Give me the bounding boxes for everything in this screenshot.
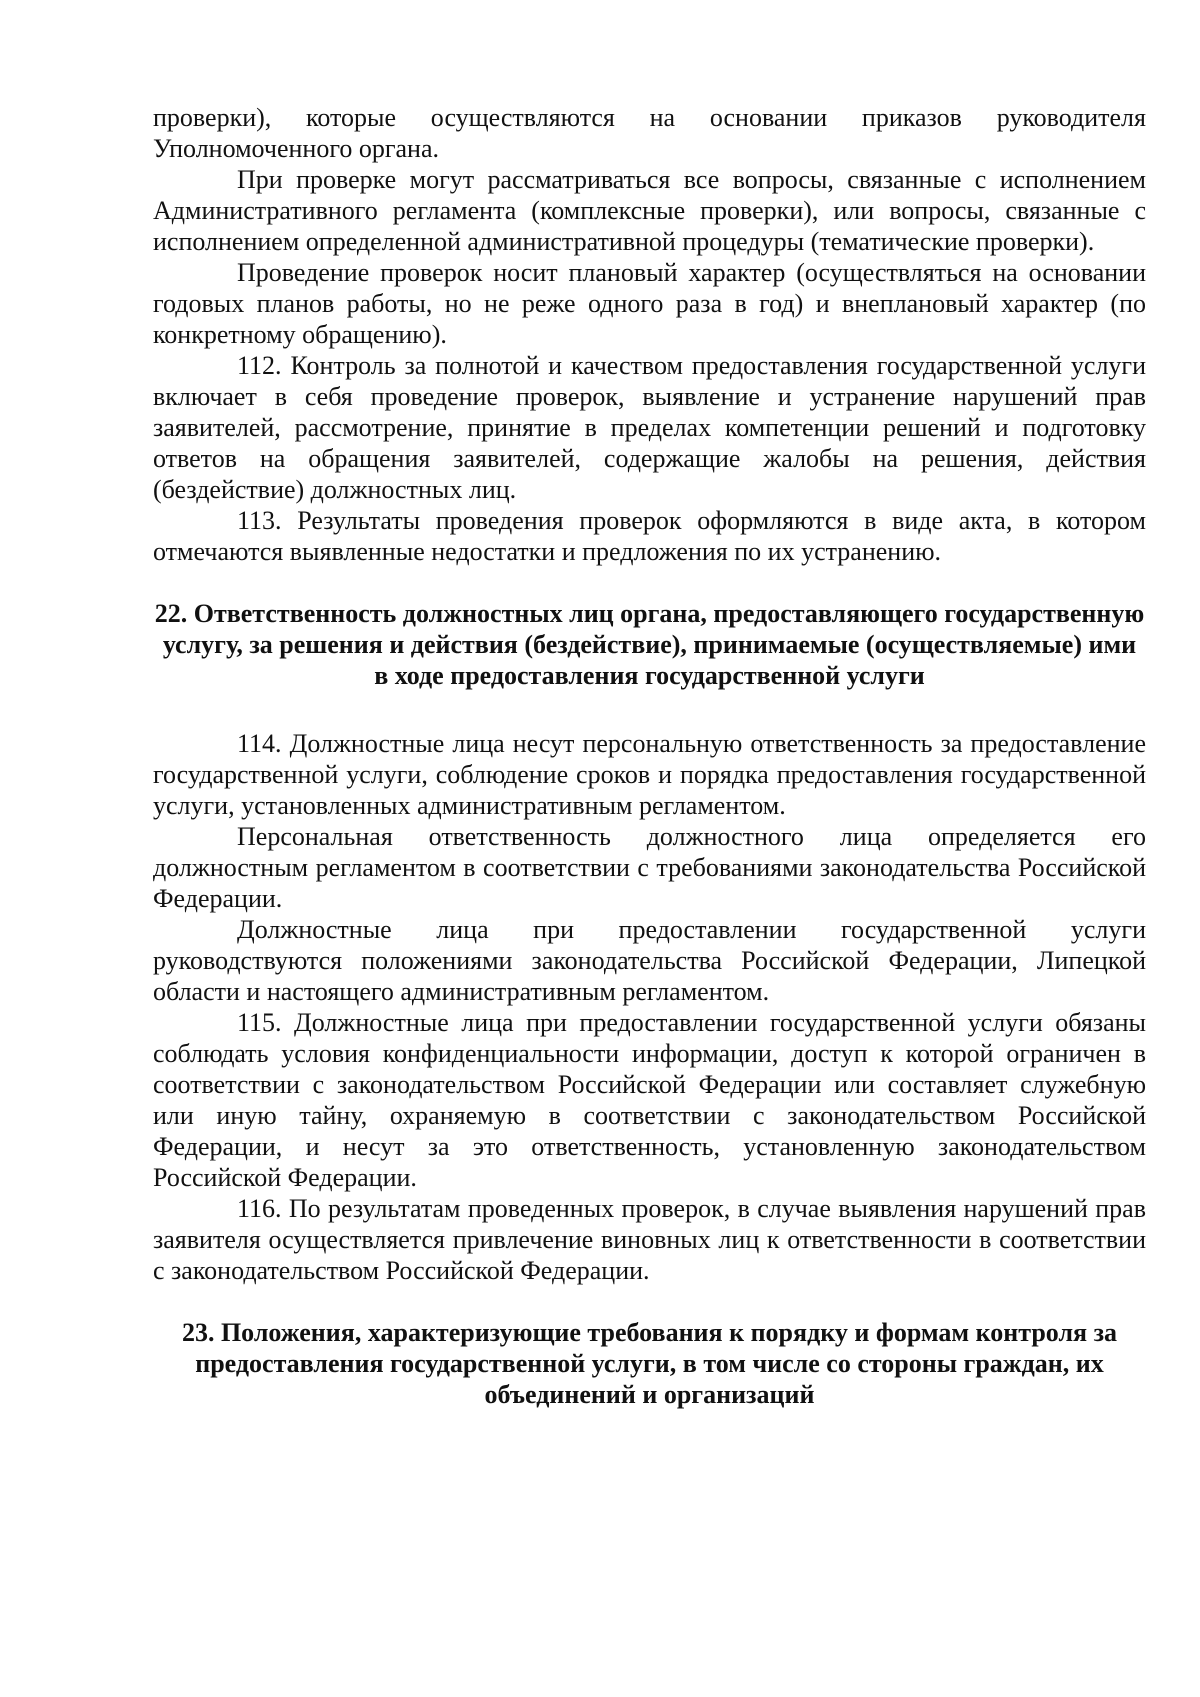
spacer (153, 691, 1146, 728)
paragraph-116: 116. По результатам проведенных проверок, в случае выявления нарушений прав заявителя осуществляется привлечение виновных лиц к ответственности в соответствии с законодательством Российской Федерации. (153, 1194, 1146, 1285)
paragraph-inspection-character: Проведение проверок носит плановый характер (осуществляться на основании годовых планов работы, но не реже одного раза в год) и внеплановый характер (по конкретному обращению). (153, 258, 1146, 349)
paragraph-officials-guided: Должностные лица при предоставлении государственной услуги руководствуются положениями законодательства Российской Федерации, Липецкой области и настоящего административным регламентом. (153, 915, 1146, 1006)
spacer (153, 1286, 1146, 1317)
paragraph-114: 114. Должностные лица несут персональную ответственность за предоставление государственной услуги, соблюдение сроков и порядка предоставления государственной услуги, установленных административным регламентом. (153, 729, 1146, 820)
paragraph-continuation: проверки), которые осуществляются на основании приказов руководителя Уполномоченного органа. (153, 103, 1146, 163)
spacer (153, 567, 1146, 598)
paragraph-112: 112. Контроль за полнотой и качеством предоставления государственной услуги включает в себя проведение проверок, выявление и устранение нарушений прав заявителей, рассмотрение, принятие в пределах компетенции решений и подготовку ответов на обращения заявителей, содержащие жалобы на решения, действия (бездействие) должностных лиц. (153, 351, 1146, 504)
paragraph-inspection-questions: При проверке могут рассматриваться все вопросы, связанные с исполнением Административного регламента (комплексные проверки), или вопросы, связанные с исполнением определенной административной процедуры (тематические проверки). (153, 165, 1146, 256)
section-heading-22: 22. Ответственность должностных лиц органа, предоставляющего государственную услугу, за решения и действия (бездействие), принимаемые (осуществляемые) ими в ходе предоставления государственной услуги (154, 599, 1145, 690)
paragraph-115: 115. Должностные лица при предоставлении государственной услуги обязаны соблюдать условия конфиденциальности информации, доступ к которой ограничен в соответствии с законодательством Российской Федерации или составляет служебную или иную тайну, охраняемую в соответствии с законодательством Российской Федерации, и несут за это ответственность, установленную законодательством Российской Федерации. (153, 1008, 1146, 1192)
section-heading-23: 23. Положения, характеризующие требования к порядку и формам контроля за предоставления государственной услуги, в том числе со стороны граждан, их объединений и организаций (181, 1318, 1118, 1409)
document-body (153, 102, 1146, 1410)
paragraph-113: 113. Результаты проведения проверок оформляются в виде акта, в котором отмечаются выявленные недостатки и предложения по их устранению. (153, 506, 1146, 566)
paragraph-personal-responsibility: Персональная ответственность должностного лица определяется его должностным регламентом в соответствии с требованиями законодательства Российской Федерации. (153, 822, 1146, 913)
